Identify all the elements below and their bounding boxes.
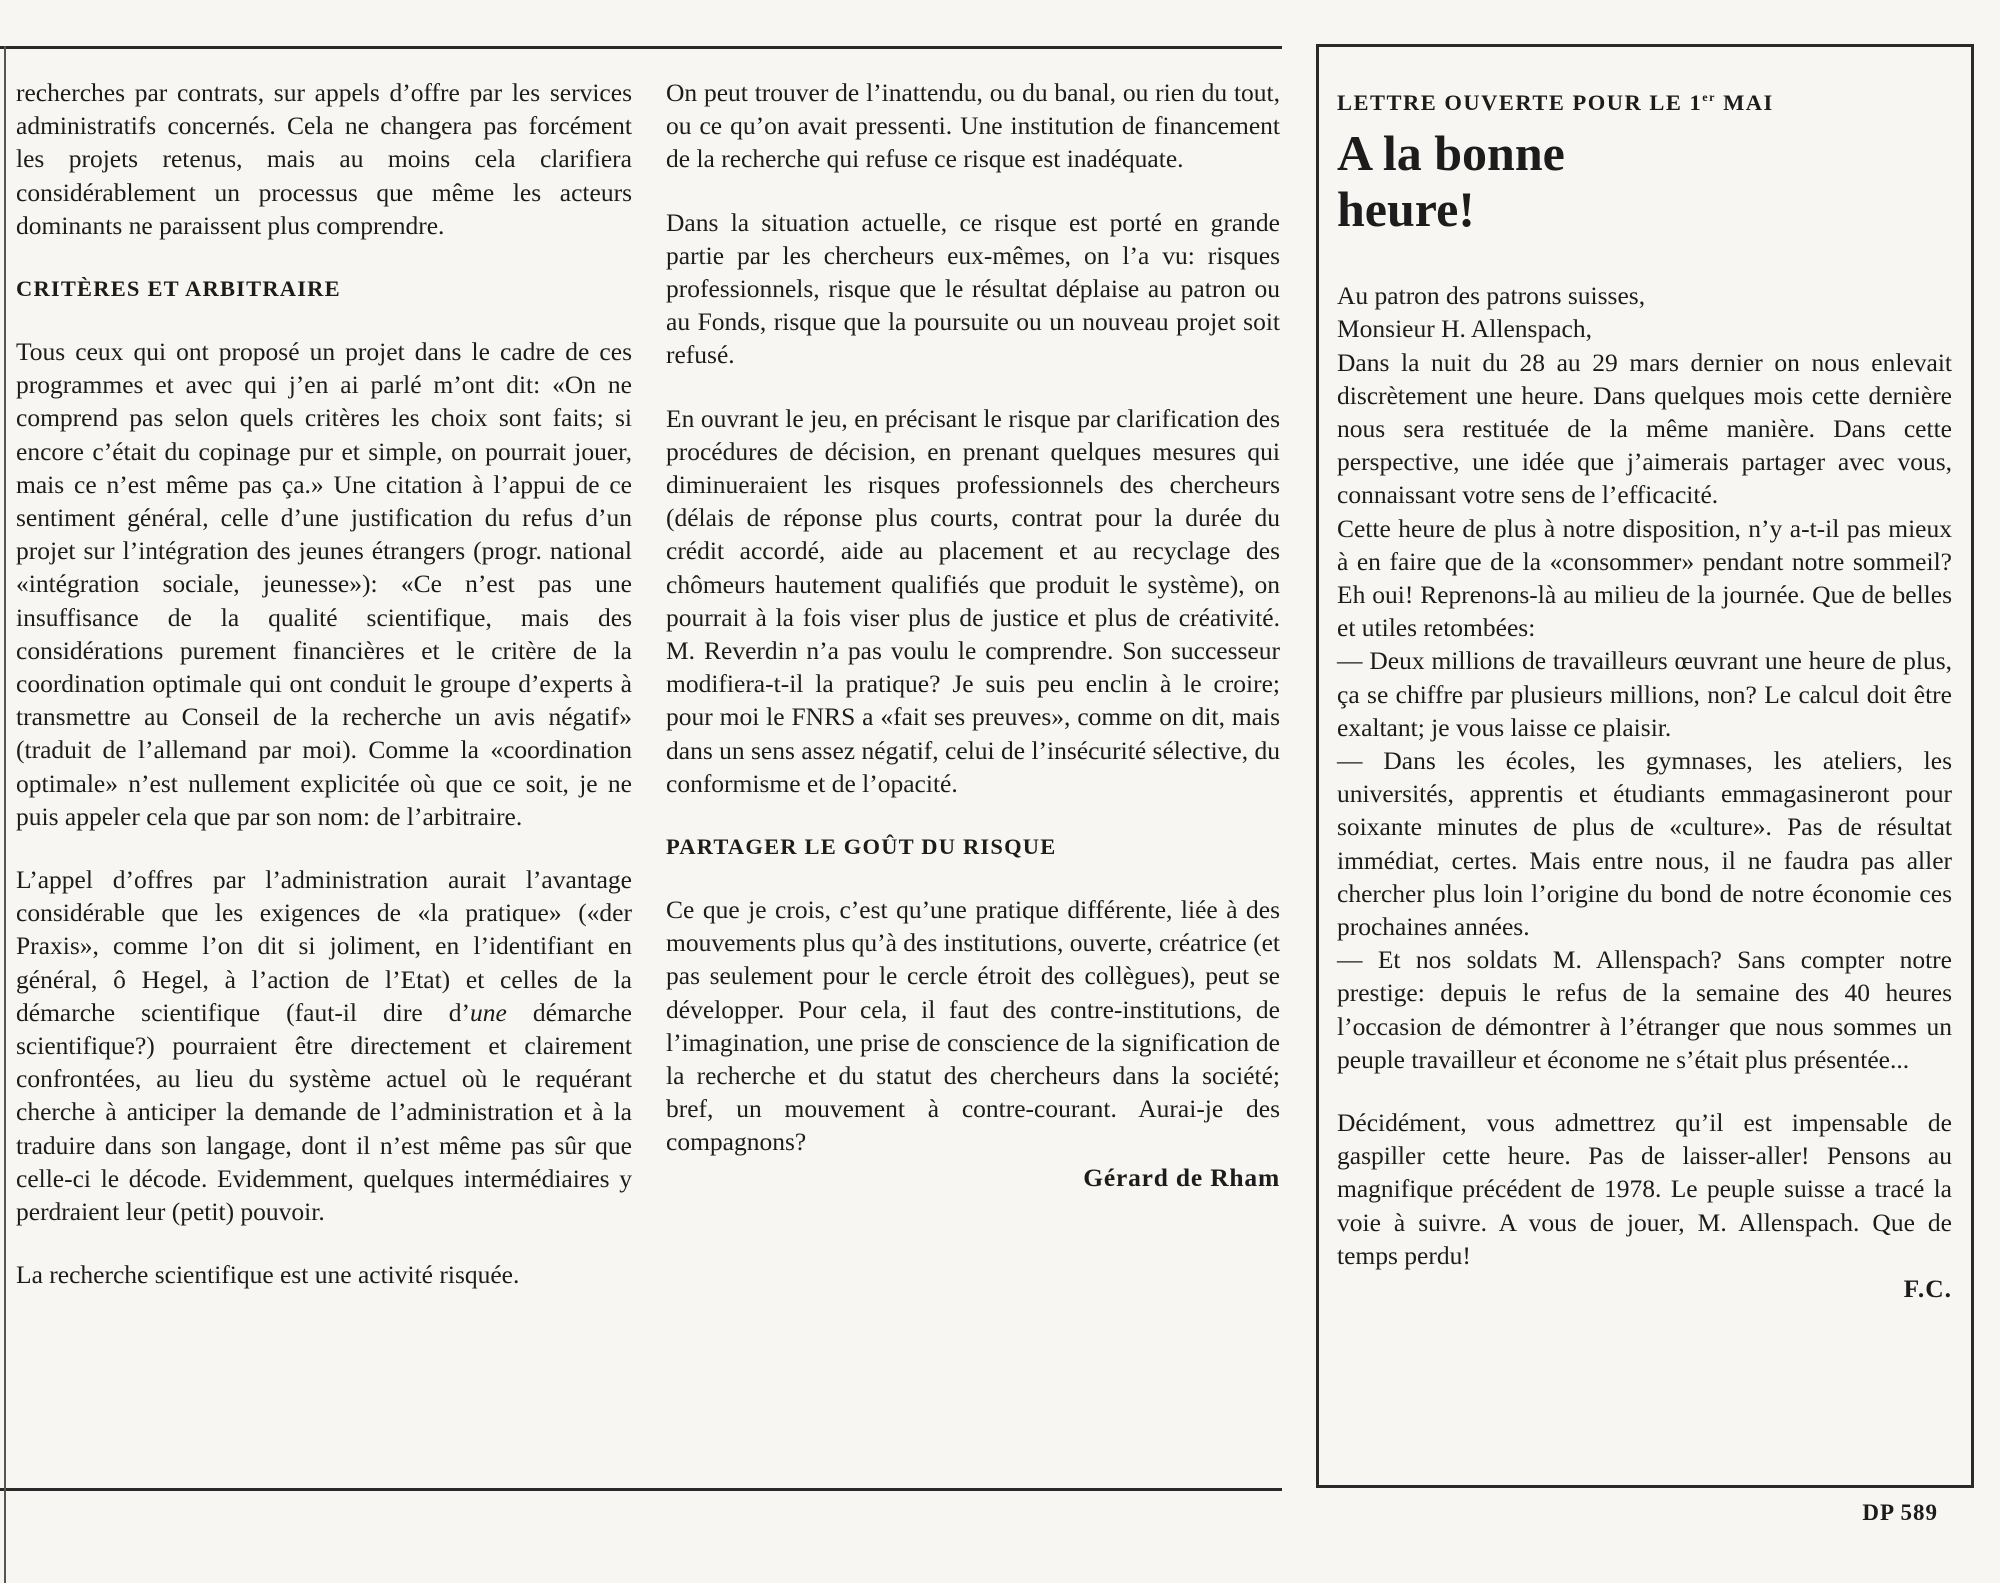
section-heading-criteres: CRITÈRES ET ARBITRAIRE — [16, 276, 341, 302]
paragraph: L’appel d’offres par l’administration aurait l’avantage considérable que les exigences de «la pratique» («der Praxis», comme l’on dit si joliment, en l’identifiant en général, ô Hegel, à l’action de l’Etat) et celles de la démarche scientifique (faut-il dire d’une démarche scientifique?) pourraient être directement et clairement confrontées, au lieu du système actuel où le requérant cherche à anticiper la demande de l’administration et à la traduire dans son langage, dont il n’est même pas sûr que celle-ci le décode. Evidemment, quelques intermédiaires y perdraient leur (petit) pouvoir. — [16, 865, 632, 1227]
paragraph: La recherche scientifique est une activité risquée. — [16, 1260, 520, 1290]
paragraph: On peut trouver de l’inattendu, ou du banal, ou rien du tout, ou ce qu’on avait pressenti. Une institution de financement de la recherche qui refuse ce risque est inadéquate. — [666, 78, 1280, 174]
salutation: Monsieur H. Allenspach, — [1337, 314, 1592, 344]
top-rule — [0, 46, 1282, 49]
article-column-1 — [16, 76, 632, 1322]
open-letter-box — [1316, 44, 1974, 1488]
paragraph: Ce que je crois, c’est qu’une pratique différente, liée à des mouvements plus qu’à des institutions, ouverte, créatrice (et pas seulement pour le cercle étroit des collègues), peut se développer. Pour cela, il faut des contre-institutions, de l’imagination, une prise de conscience de la signification de la recherche et du statut des chercheurs dans la société; bref, un mouvement à contre-courant. Aurai-je des compagnons? — [666, 895, 1280, 1157]
paragraph: recherches par contrats, sur appels d’offre par les services administratifs concernés. Cela ne changera pas forcément les projets retenus, mais au moins cela clarifiera considérablement un processus que même les acteurs dominants ne paraissent plus comprendre. — [16, 78, 632, 240]
paragraph: Dans la situation actuelle, ce risque est porté en grande partie par les chercheurs eux-mêmes, on l’a vu: risques professionnels, risque que le résultat déplaise au patron ou au Fonds, risque que la poursuite ou un nouveau projet soit refusé. — [666, 207, 1280, 370]
page-number: DP 589 — [1862, 1500, 1938, 1525]
author-signature: Gérard de Rham — [1083, 1162, 1280, 1192]
section-heading-partager: PARTAGER LE GOÛT DU RISQUE — [666, 834, 1057, 860]
paragraph: — Deux millions de travailleurs œuvrant une heure de plus, ça se chiffre par plusieurs millions, non? Le calcul doit être exaltant; je vous laisse ce plaisir. — [1337, 646, 1952, 742]
paragraph: — Et nos soldats M. Allenspach? Sans compter notre prestige: depuis le refus de la semaine des 40 heures l’occasion de démontrer à l’étranger que nous sommes un peuple travailleur et économe ne s’était plus présentée... — [1337, 945, 1952, 1074]
letter-kicker: LETTRE OUVERTE POUR LE 1er MAI — [1337, 90, 1774, 115]
letter-signature: F.C. — [1903, 1274, 1952, 1304]
letter-headline: A la bonne heure! — [1337, 125, 1565, 238]
bottom-rule — [0, 1488, 1282, 1491]
left-edge-rule — [4, 46, 6, 1583]
paragraph: Cette heure de plus à notre disposition, n’y a-t-il pas mieux à en faire que de la «consommer» pendant notre sommeil? Eh oui! Reprenons-là au milieu de la journée. Que de belles et utiles retombées: — [1337, 513, 1952, 643]
paragraph: En ouvrant le jeu, en précisant le risque par clarification des procédures de décision, en prenant quelques mesures qui diminueraient les risques professionnels des chercheurs (délais de réponse plus courts, contrat pour la durée du crédit accordé, aide au placement et au recyclage des chômeurs hautement qualifiés que produit le système), on pourrait à la fois viser plus de justice et plus de créativité. M. Reverdin n’a pas voulu le comprendre. Son successeur modifiera-t-il la pratique? Je suis peu enclin à le croire; pour moi le FNRS a «fait ses preuves», comme on dit, mais dans un sens assez négatif, celui de l’insécurité sélective, du conformisme et de l’opacité. — [666, 403, 1280, 798]
article-column-2 — [666, 76, 1280, 1194]
paragraph: Décidément, vous admettrez qu’il est impensable de gaspiller cette heure. Pas de laisser-aller! Pensons au magnifique précédent de 1978. Le peuple suisse a tracé la voie à suivre. A vous de jouer, M. Allenspach. Que de temps perdu! — [1337, 1108, 1952, 1270]
salutation: Au patron des patrons suisses, — [1337, 281, 1646, 311]
paragraph: Dans la nuit du 28 au 29 mars dernier on nous enlevait discrètement une heure. Dans quelques mois cette dernière nous sera restituée de la même manière. Dans cette perspective, une idée que j’aimerais partager avec vous, connaissant votre sens de l’efficacité. — [1337, 347, 1952, 510]
paragraph: — Dans les écoles, les gymnases, les ateliers, les universités, apprentis et étudiants emmagasineront pour soixante minutes de plus de «culture». Pas de résultat immédiat, certes. Mais entre nous, il ne faudra pas aller chercher plus loin l’origine du bond de notre économie ces prochaines années. — [1337, 746, 1952, 942]
paragraph: Tous ceux qui ont proposé un projet dans le cadre de ces programmes et avec qui j’en ai parlé m’ont dit: «On ne comprend pas selon quels critères les choix sont faits; si encore c’était du copinage pur et simple, on pourrait jouer, mais ce n’est même pas ça.» Une citation à l’appui de ce sentiment général, celle d’une justification du refus d’un projet sur l’intégration des jeunes étrangers (progr. national «intégration sociale, jeunesse»): «Ce n’est pas une insuffisance de la qualité scientifique, mais des considérations purement financières et le critère de la coordination optimale qui ont conduit le groupe d’experts à transmettre au Conseil de la recherche un avis négatif» (traduit de l’allemand par moi). Comme la «coordination optimale» n’est nullement explicitée où que ce soit, je ne puis appeler cela que par son nom: de l’arbitraire. — [16, 337, 632, 831]
